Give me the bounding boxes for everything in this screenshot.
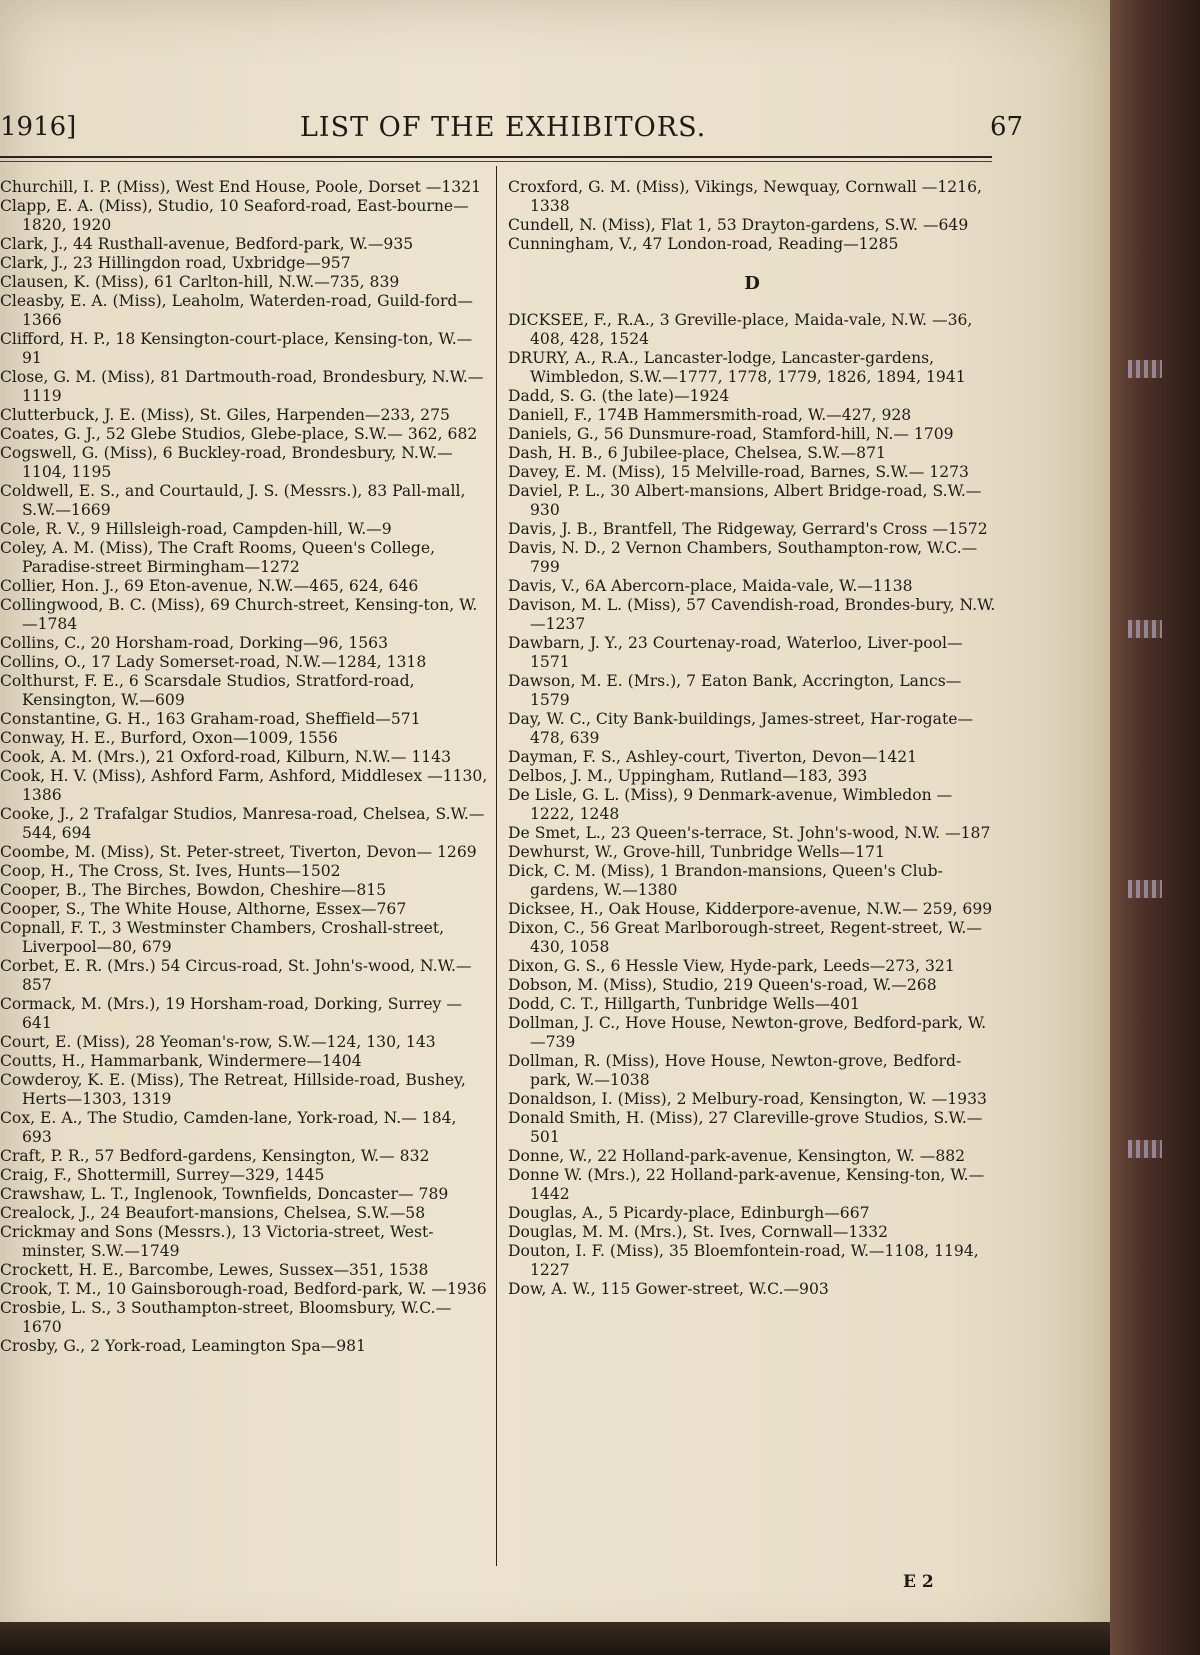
exhibitor-entry: Court, E. (Miss), 28 Yeoman's-row, S.W.—124, 130, 143 (0, 1033, 436, 1051)
exhibitor-entry: Dobson, M. (Miss), Studio, 219 Queen's-road, W.—268 (508, 976, 937, 994)
right-column-d-entries (508, 311, 996, 1299)
exhibitor-entry: Cooper, B., The Birches, Bowdon, Cheshire—815 (0, 881, 387, 899)
exhibitor-entry: Clark, J., 44 Rusthall-avenue, Bedford-park, W.—935 (0, 235, 414, 253)
exhibitor-entry: Douton, I. F. (Miss), 35 Bloemfontein-road, W.—1108, 1194, 1227 (508, 1242, 979, 1279)
exhibitor-entry: Davis, N. D., 2 Vernon Chambers, Southampton-row, W.C.—799 (508, 539, 978, 576)
printer-signature: E 2 (903, 1572, 934, 1592)
exhibitor-entry: Coley, A. M. (Miss), The Craft Rooms, Queen's College, Paradise-street Birmingham—1272 (0, 539, 436, 576)
header-year: 1916] (0, 112, 77, 142)
exhibitor-entry: Coldwell, E. S., and Courtauld, J. S. (Messrs.), 83 Pall-mall, S.W.—1669 (0, 482, 466, 519)
exhibitor-entry: Dayman, F. S., Ashley-court, Tiverton, Devon—1421 (508, 748, 918, 766)
exhibitor-entry: Constantine, G. H., 163 Graham-road, Sheffield—571 (0, 710, 421, 728)
section-letter-d: D (744, 273, 760, 294)
right-column-c-entries (508, 178, 996, 254)
exhibitor-entry: Colthurst, F. E., 6 Scarsdale Studios, Stratford-road, Kensington, W.—609 (0, 672, 415, 709)
exhibitor-entry: Cook, A. M. (Mrs.), 21 Oxford-road, Kilburn, N.W.— 1143 (0, 748, 452, 766)
exhibitor-entry: Collins, O., 17 Lady Somerset-road, N.W.—1284, 1318 (0, 653, 427, 671)
exhibitor-entry: Dawson, M. E. (Mrs.), 7 Eaton Bank, Accrington, Lancs—1579 (508, 672, 962, 709)
exhibitor-entry: Cook, H. V. (Miss), Ashford Farm, Ashford, Middlesex —1130, 1386 (0, 767, 488, 804)
exhibitor-entry: Dixon, G. S., 6 Hessle View, Hyde-park, Leeds—273, 321 (508, 957, 955, 975)
exhibitor-entry: Davey, E. M. (Miss), 15 Melville-road, Barnes, S.W.— 1273 (508, 463, 969, 481)
exhibitor-entry: Cooper, S., The White House, Althorne, Essex—767 (0, 900, 407, 918)
exhibitor-entry: Dadd, S. G. (the late)—1924 (508, 387, 730, 405)
page-title: LIST OF THE EXHIBITORS. (300, 112, 707, 143)
exhibitor-entry: Coutts, H., Hammarbank, Windermere—1404 (0, 1052, 362, 1070)
exhibitor-entry: Dash, H. B., 6 Jubilee-place, Chelsea, S.W.—871 (508, 444, 886, 462)
exhibitor-entry: Donald Smith, H. (Miss), 27 Clareville-grove Studios, S.W.—501 (508, 1109, 983, 1146)
column-divider (496, 166, 497, 1566)
exhibitor-entry: Crealock, J., 24 Beaufort-mansions, Chelsea, S.W.—58 (0, 1204, 426, 1222)
exhibitor-entry: Cowderoy, K. E. (Miss), The Retreat, Hillside-road, Bushey, Herts—1303, 1319 (0, 1071, 466, 1108)
exhibitor-entry: Collingwood, B. C. (Miss), 69 Church-street, Kensing-ton, W.—1784 (0, 596, 478, 633)
exhibitor-entry: Douglas, A., 5 Picardy-place, Edinburgh—667 (508, 1204, 870, 1222)
exhibitor-entry: Croxford, G. M. (Miss), Vikings, Newquay, Cornwall —1216, 1338 (508, 178, 982, 215)
exhibitor-entry: Craig, F., Shottermill, Surrey—329, 1445 (0, 1166, 325, 1184)
exhibitor-entry: Dewhurst, W., Grove-hill, Tunbridge Wells—171 (508, 843, 885, 861)
header-rule-thin (0, 161, 992, 162)
exhibitor-entry: Davis, V., 6A Abercorn-place, Maida-vale, W.—1138 (508, 577, 913, 595)
binding-ornament (1128, 620, 1162, 638)
exhibitor-entry: Craft, P. R., 57 Bedford-gardens, Kensington, W.— 832 (0, 1147, 430, 1165)
exhibitor-entry: Cole, R. V., 9 Hillsleigh-road, Campden-hill, W.—9 (0, 520, 392, 538)
exhibitor-entry: Coates, G. J., 52 Glebe Studios, Glebe-place, S.W.— 362, 682 (0, 425, 478, 443)
exhibitor-entry: Corbet, E. R. (Mrs.) 54 Circus-road, St. John's-wood, N.W.—857 (0, 957, 472, 994)
exhibitor-entry: Dodd, C. T., Hillgarth, Tunbridge Wells—401 (508, 995, 860, 1013)
exhibitor-entry: Crook, T. M., 10 Gainsborough-road, Bedford-park, W. —1936 (0, 1280, 487, 1298)
header-rule (0, 156, 992, 158)
exhibitor-entry: Dollman, J. C., Hove House, Newton-grove, Bedford-park, W.—739 (508, 1014, 987, 1051)
exhibitor-entry: Cogswell, G. (Miss), 6 Buckley-road, Brondesbury, N.W.—1104, 1195 (0, 444, 453, 481)
exhibitor-entry: Crawshaw, L. T., Inglenook, Townfields, Doncaster— 789 (0, 1185, 449, 1203)
exhibitor-entry: Crockett, H. E., Barcombe, Lewes, Sussex—351, 1538 (0, 1261, 429, 1279)
exhibitor-entry: De Lisle, G. L. (Miss), 9 Denmark-avenue, Wimbledon —1222, 1248 (508, 786, 953, 823)
exhibitor-entry: Crosby, G., 2 York-road, Leamington Spa—981 (0, 1337, 366, 1355)
exhibitor-entry: Clark, J., 23 Hillingdon road, Uxbridge—957 (0, 254, 351, 272)
exhibitor-entry: Churchill, I. P. (Miss), West End House, Poole, Dorset —1321 (0, 178, 482, 196)
exhibitor-entry: Dollman, R. (Miss), Hove House, Newton-grove, Bedford-park, W.—1038 (508, 1052, 962, 1089)
exhibitor-entry: DRURY, A., R.A., Lancaster-lodge, Lancaster-gardens, Wimbledon, S.W.—1777, 1778, 1779, 1826, 1894, 1941 (508, 349, 966, 386)
binding-ornament (1128, 360, 1162, 378)
exhibitor-entry: Donne, W., 22 Holland-park-avenue, Kensington, W. —882 (508, 1147, 966, 1165)
exhibitor-entry: Donaldson, I. (Miss), 2 Melbury-road, Kensington, W. —1933 (508, 1090, 987, 1108)
left-column (0, 178, 488, 1356)
exhibitor-entry: Dick, C. M. (Miss), 1 Brandon-mansions, Queen's Club-gardens, W.—1380 (508, 862, 943, 899)
exhibitor-entry: Conway, H. E., Burford, Oxon—1009, 1556 (0, 729, 338, 747)
right-column (508, 178, 996, 1299)
exhibitor-entry: Clapp, E. A. (Miss), Studio, 10 Seaford-road, East-bourne—1820, 1920 (0, 197, 469, 234)
exhibitor-entry: De Smet, L., 23 Queen's-terrace, St. John's-wood, N.W. —187 (508, 824, 991, 842)
exhibitor-entry: Copnall, F. T., 3 Westminster Chambers, Croshall-street, Liverpool—80, 679 (0, 919, 445, 956)
exhibitor-entry: Cunningham, V., 47 London-road, Reading—1285 (508, 235, 899, 253)
exhibitor-entry: Coombe, M. (Miss), St. Peter-street, Tiverton, Devon— 1269 (0, 843, 477, 861)
exhibitor-entry: Cooke, J., 2 Trafalgar Studios, Manresa-road, Chelsea, S.W.—544, 694 (0, 805, 485, 842)
exhibitor-entry: Day, W. C., City Bank-buildings, James-street, Har-rogate—478, 639 (508, 710, 974, 747)
exhibitor-entry: Collier, Hon. J., 69 Eton-avenue, N.W.—465, 624, 646 (0, 577, 419, 595)
exhibitor-entry: Dawbarn, J. Y., 23 Courtenay-road, Waterloo, Liver-pool—1571 (508, 634, 963, 671)
exhibitor-entry: Cleasby, E. A. (Miss), Leaholm, Waterden-road, Guild-ford—1366 (0, 292, 473, 329)
exhibitor-entry: Daniell, F., 174B Hammersmith-road, W.—427, 928 (508, 406, 912, 424)
exhibitor-entry: Cundell, N. (Miss), Flat 1, 53 Drayton-gardens, S.W. —649 (508, 216, 969, 234)
book-binding (1110, 0, 1200, 1655)
exhibitor-entry: Close, G. M. (Miss), 81 Dartmouth-road, Brondesbury, N.W.—1119 (0, 368, 484, 405)
exhibitor-entry: Douglas, M. M. (Mrs.), St. Ives, Cornwall—1332 (508, 1223, 889, 1241)
exhibitor-entry: Dicksee, H., Oak House, Kidderpore-avenue, N.W.— 259, 699 (508, 900, 993, 918)
running-header (0, 112, 1070, 152)
exhibitor-entry: Coop, H., The Cross, St. Ives, Hunts—1502 (0, 862, 341, 880)
exhibitor-entry: Davison, M. L. (Miss), 57 Cavendish-road, Brondes-bury, N.W.—1237 (508, 596, 996, 633)
exhibitor-entry: Daniels, G., 56 Dunsmure-road, Stamford-hill, N.— 1709 (508, 425, 954, 443)
exhibitor-entry: Dixon, C., 56 Great Marlborough-street, Regent-street, W.—430, 1058 (508, 919, 982, 956)
page-number: 67 (990, 112, 1024, 142)
exhibitor-entry: Clausen, K. (Miss), 61 Carlton-hill, N.W.—735, 839 (0, 273, 400, 291)
exhibitor-entry: Davis, J. B., Brantfell, The Ridgeway, Gerrard's Cross —1572 (508, 520, 988, 538)
exhibitor-entry: Cormack, M. (Mrs.), 19 Horsham-road, Dorking, Surrey —641 (0, 995, 462, 1032)
exhibitor-entry: Crickmay and Sons (Messrs.), 13 Victoria-street, West-minster, S.W.—1749 (0, 1223, 434, 1260)
exhibitor-entry: Crosbie, L. S., 3 Southampton-street, Bloomsbury, W.C.—1670 (0, 1299, 452, 1336)
exhibitor-entry: Clifford, H. P., 18 Kensington-court-place, Kensing-ton, W.—91 (0, 330, 473, 367)
exhibitor-entry: DICKSEE, F., R.A., 3 Greville-place, Maida-vale, N.W. —36, 408, 428, 1524 (508, 311, 973, 348)
exhibitor-entry: Clutterbuck, J. E. (Miss), St. Giles, Harpenden—233, 275 (0, 406, 450, 424)
binding-ornament (1128, 1140, 1162, 1158)
page-bottom-edge (0, 1622, 1110, 1655)
exhibitor-entry: Dow, A. W., 115 Gower-street, W.C.—903 (508, 1280, 829, 1298)
exhibitor-entry: Donne W. (Mrs.), 22 Holland-park-avenue, Kensing-ton, W.—1442 (508, 1166, 985, 1203)
exhibitor-entry: Collins, C., 20 Horsham-road, Dorking—96, 1563 (0, 634, 389, 652)
binding-ornament (1128, 880, 1162, 898)
exhibitor-entry: Daviel, P. L., 30 Albert-mansions, Albert Bridge-road, S.W.—930 (508, 482, 982, 519)
exhibitor-entry: Delbos, J. M., Uppingham, Rutland—183, 393 (508, 767, 868, 785)
exhibitor-entry: Cox, E. A., The Studio, Camden-lane, York-road, N.— 184, 693 (0, 1109, 457, 1146)
